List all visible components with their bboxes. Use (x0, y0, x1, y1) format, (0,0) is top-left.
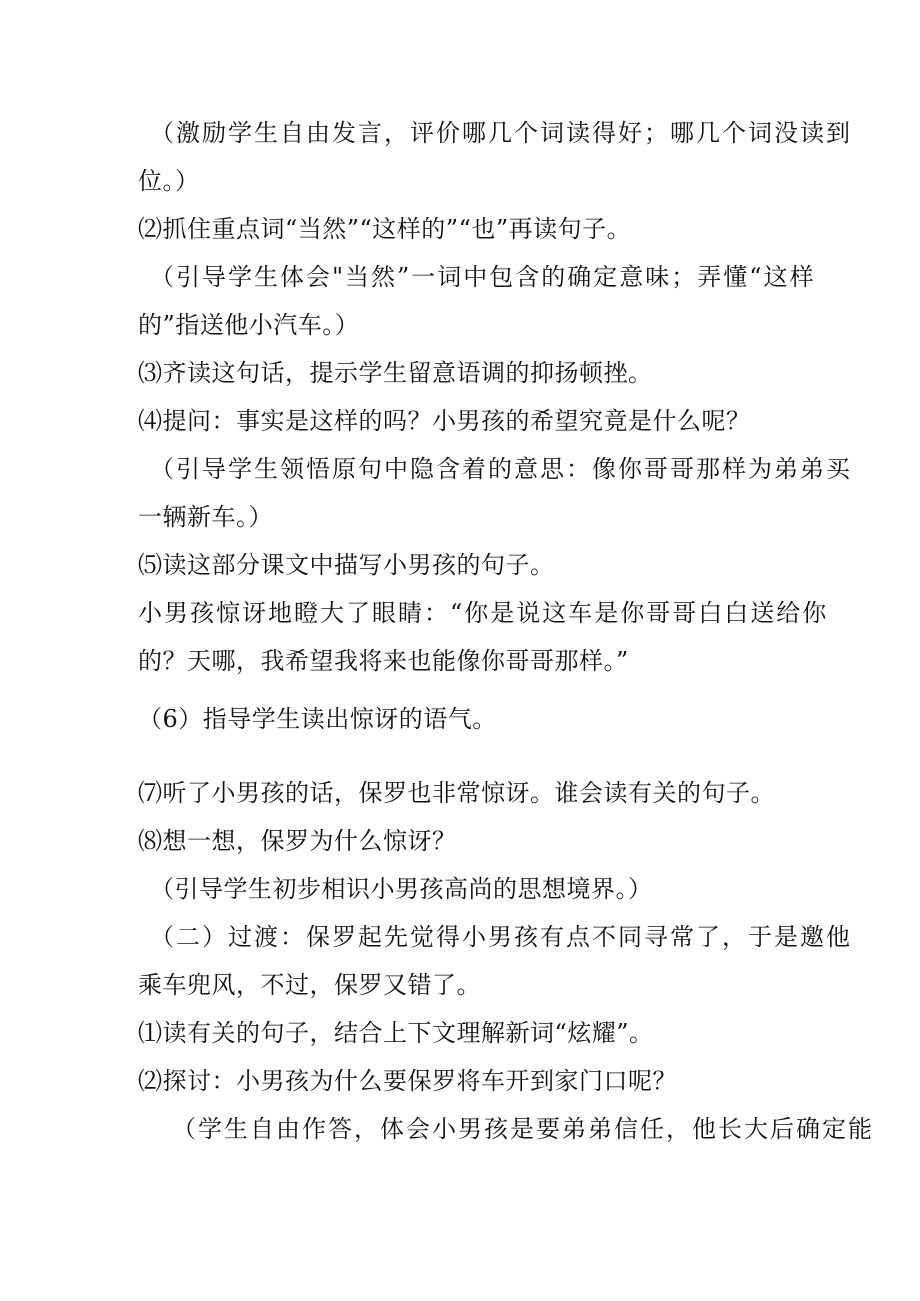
text-line-5: 的”指送他小汽车。） (138, 311, 360, 339)
text-line-20: ⑵探讨：小男孩为什么要保罗将车开到家门口呢？ (138, 1067, 677, 1095)
text-line-4: （引导学生体会"当然”一词中包含的确定意味；弄懂“这样 (150, 263, 816, 291)
text-line-12: 的？天哪，我希望我将来也能像你哥哥那样。” (138, 647, 629, 675)
text-line-17: （二）过渡：保罗起先觉得小男孩有点不同寻常了，于是邀他 (150, 923, 852, 951)
text-line-11: 小男孩惊讶地瞪大了眼睛：“你是说这车是你哥哥白白送给你 (138, 599, 829, 627)
text-line-16: （引导学生初步相识小男孩高尚的思想境界。） (150, 875, 653, 903)
text-line-9: 一辆新车。） (138, 503, 273, 531)
text-line-18: 乘车兜风，不过，保罗又错了。 (138, 971, 481, 999)
text-line-15: ⑻想一想，保罗为什么惊讶？ (138, 827, 457, 855)
text-line-19: ⑴读有关的句子，结合上下文理解新词“炫耀”。 (138, 1019, 654, 1047)
text-line-7: ⑷提问：事实是这样的吗？小男孩的希望究竟是什么呢？ (138, 407, 751, 435)
text-line-21: （学生自由作答，体会小男孩是要弟弟信任，他长大后确定能 (172, 1115, 874, 1143)
text-line-2: 位。） (138, 167, 200, 195)
text-line-10: ⑸读这部分课文中描写小男孩的句子。 (138, 551, 555, 579)
text-line-1: （激励学生自由发言，评价哪几个词读得好；哪几个词没读到 (150, 119, 852, 147)
text-line-8: （引导学生领悟原句中隐含着的意思：像你哥哥那样为弟弟买 (150, 455, 852, 483)
text-line-14: ⑺听了小男孩的话，保罗也非常惊讶。谁会读有关的句子。 (138, 779, 775, 807)
text-line-6: ⑶齐读这句话，提示学生留意语调的抑扬顿挫。 (138, 359, 653, 387)
text-line-13: （6）指导学生读出惊讶的语气。 (138, 705, 497, 733)
text-line-3: ⑵抓住重点词“当然”“这样的”“也”再读句子。 (138, 215, 632, 243)
